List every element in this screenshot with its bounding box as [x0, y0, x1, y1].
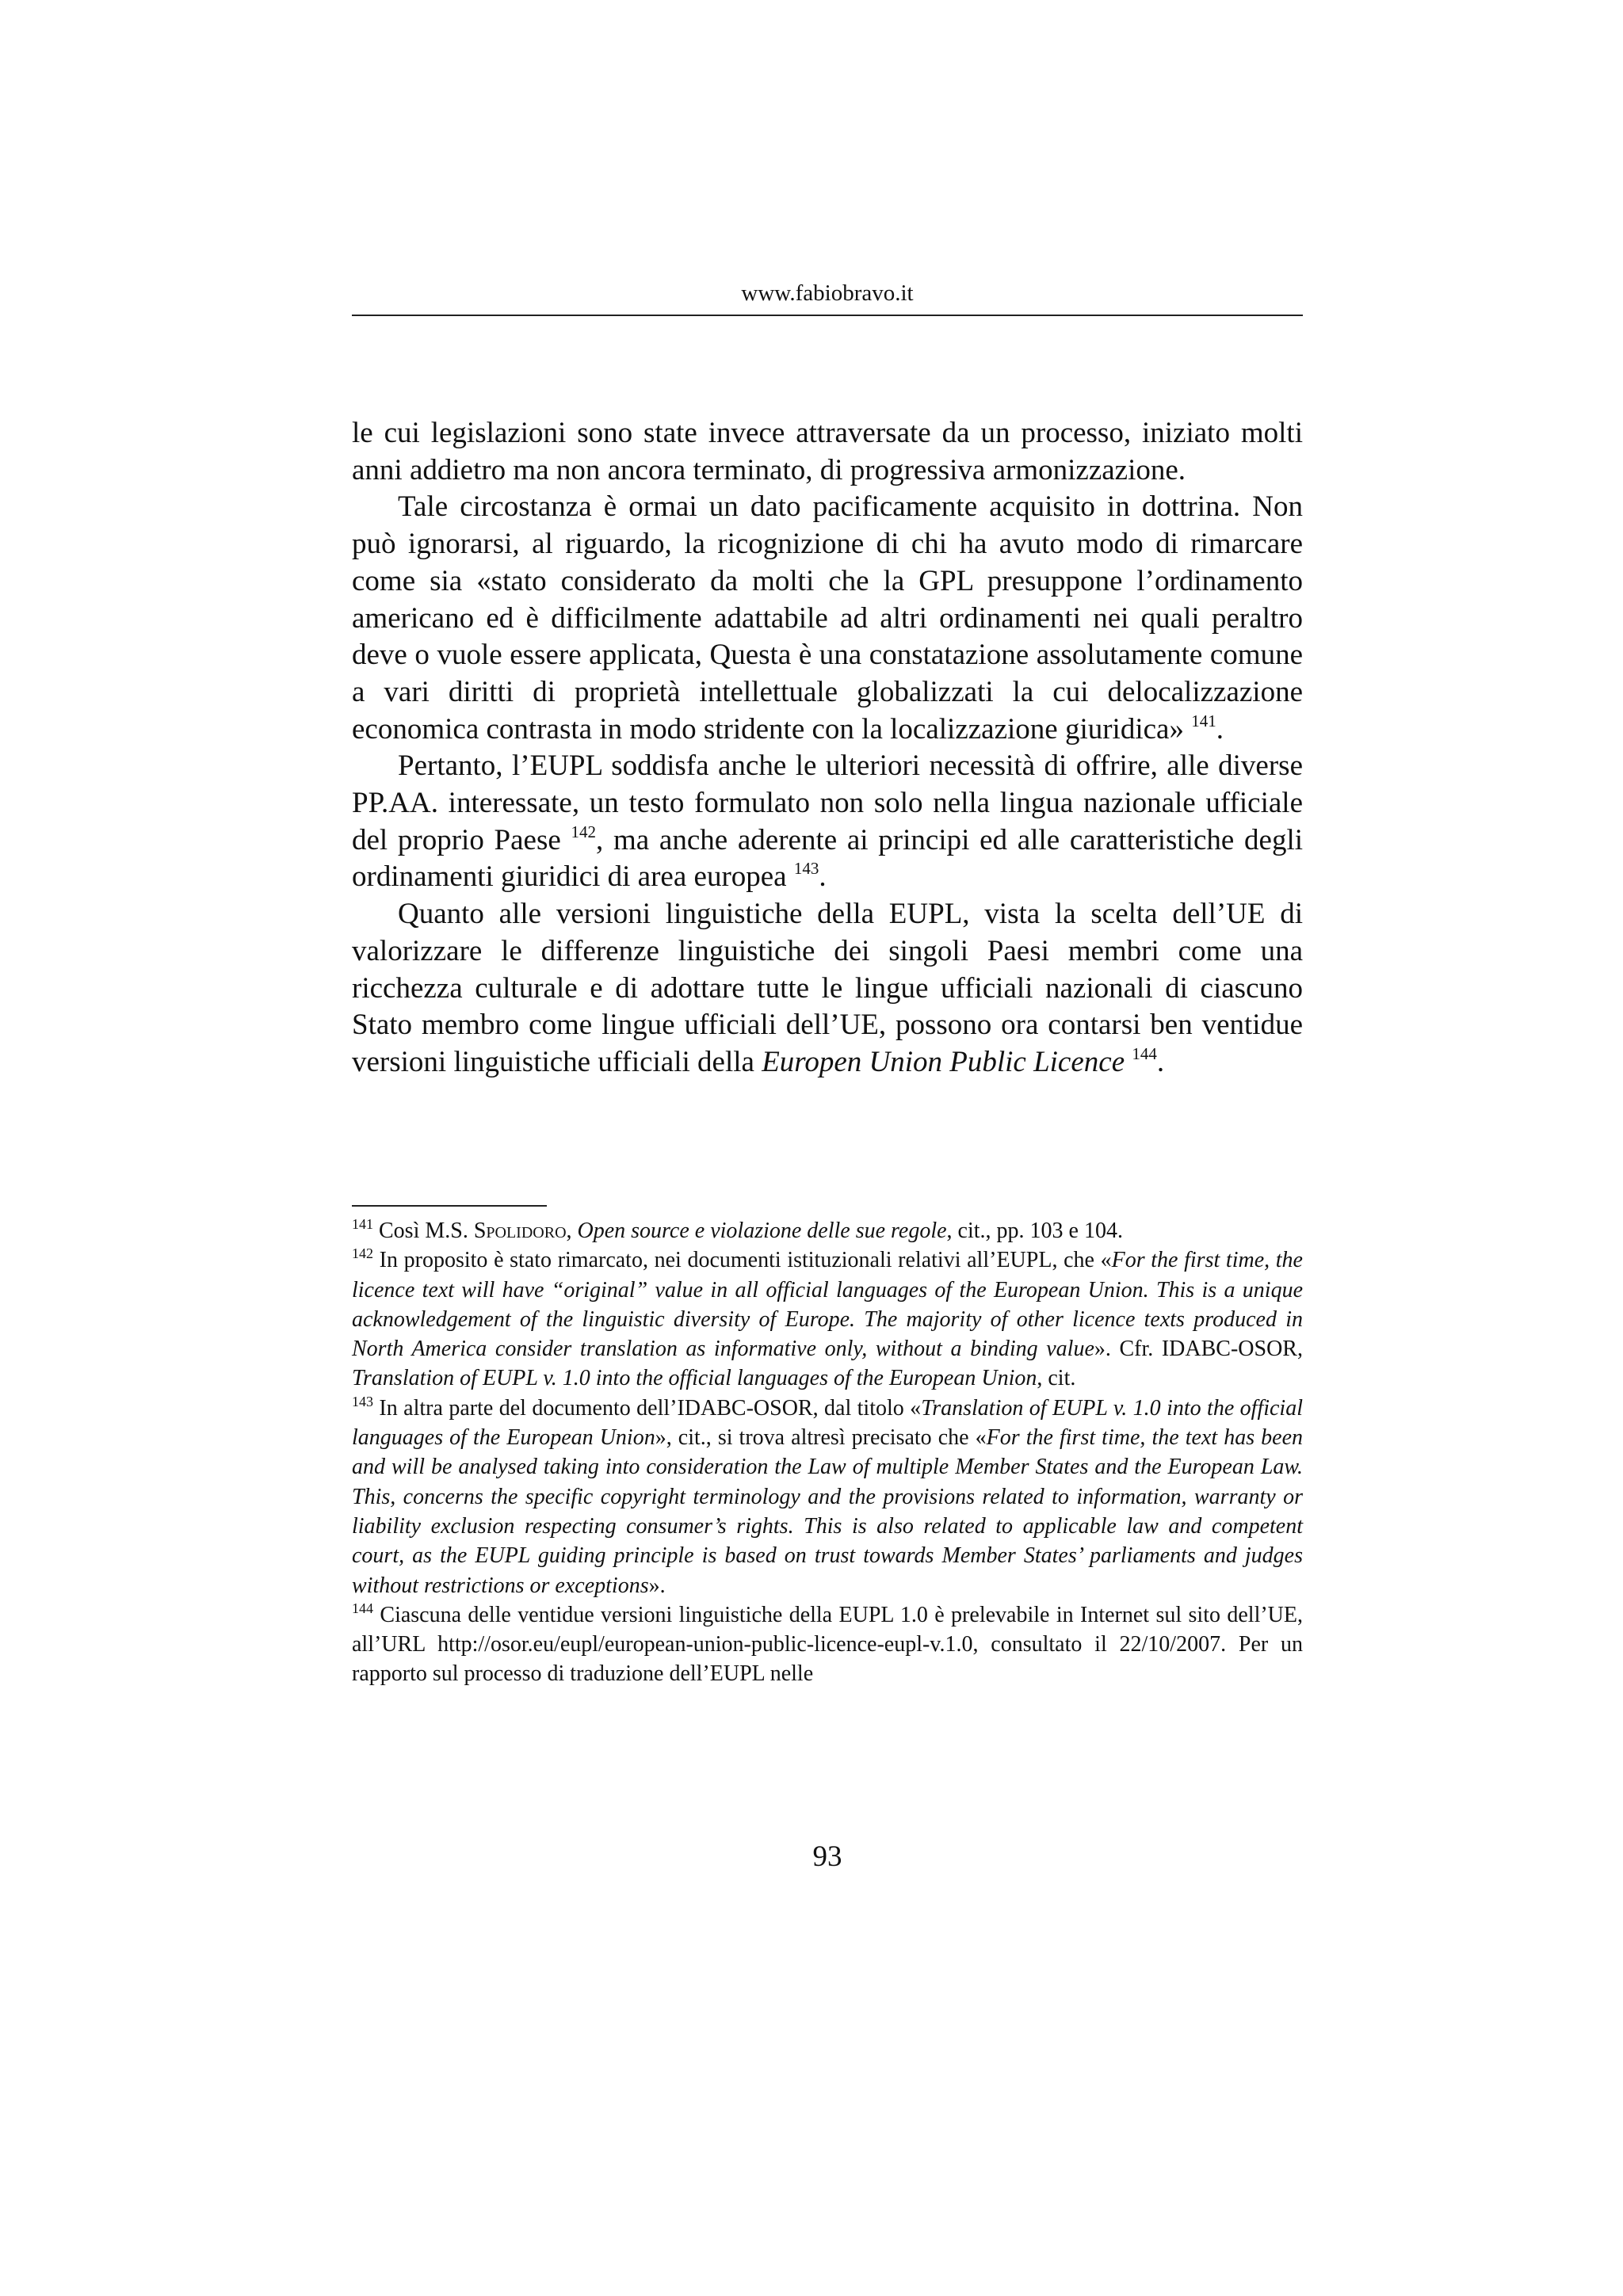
footnote-text: , cit., pp. 103 e 104.	[946, 1219, 1123, 1243]
paragraph-4	[352, 896, 1303, 1081]
footnote-author: Spolidoro	[473, 1219, 567, 1243]
footnote-number: 143	[352, 1393, 373, 1409]
footnote-number: 144	[352, 1600, 373, 1616]
paragraph-3-end: .	[819, 860, 827, 894]
footnote-143	[352, 1394, 1303, 1600]
footnote-text: Così M.S.	[379, 1219, 468, 1243]
footnote-text: ». Cfr. IDABC-OSOR,	[1094, 1337, 1303, 1362]
footnote-number: 141	[352, 1216, 373, 1232]
page-number: 93	[812, 1840, 842, 1873]
footnote-text: », cit., si trova altresì precisato che «	[655, 1425, 987, 1451]
paragraph-4-end: .	[1156, 1045, 1165, 1078]
paragraph-1-text: le cui legislazioni sono state invece attraversate da un processo, iniziato molti anni addietro ma non ancora terminato, di progressiva armonizzazione.	[352, 417, 1303, 486]
footnote-ref-142: 142	[571, 822, 597, 841]
paragraph-4-italic-title: Europen Union Public Licence	[762, 1045, 1125, 1078]
footnote-text: In proposito è stato rimarcato, nei documenti istituzionali relativi all’EUPL, che «	[379, 1248, 1112, 1273]
paragraph-3	[352, 748, 1303, 896]
footnote-text: ».	[648, 1573, 666, 1598]
footnote-text: Ciascuna delle ventidue versioni linguistiche della EUPL 1.0 è prelevabile in Internet sul sito dell’UE, all’URL http://osor.eu/eupl/european-union-public-licence-eupl-v.1.0, consultato il 22/10/2007. Per un rapporto sul processo di traduzione dell’EUPL nelle	[352, 1602, 1304, 1687]
footnote-142	[352, 1245, 1303, 1393]
footnote-ref-141: 141	[1191, 711, 1216, 730]
paragraph-1	[352, 415, 1303, 489]
paragraph-2-text: Tale circostanza è ormai un dato pacificamente acquisito in dottrina. Non può ignorarsi, al riguardo, la ricognizione di chi ha avuto modo di rimarcare come sia «stato considerato da molti che la GPL presuppone l’ordinamento americano ed è difficilmente adattabile ad altri ordinamenti nei quali peraltro deve o vuole essere applicata, Questa è una constatazione assolutamente comune a vari diritti di proprietà intellettuale globalizzati la cui delocalizzazione economica contrasta in modo stridente con la localizzazione giuridica»	[352, 490, 1303, 746]
footnote-144	[352, 1600, 1303, 1689]
footnote-quote: For the first time, the licence text will have “original” value in all official languages of the European Union. This is a unique acknowledgement of the linguistic diversity of Europe. The majority of other licence texts produced in North America consider translation as informative only, without a binding value	[352, 1248, 1303, 1362]
paragraph-3-text-a: Pertanto, l’EUPL soddisfa anche le ulteriori necessità di offrire, alle diverse PP.AA. interessate, un testo formulato non solo nella lingua nazionale ufficiale del proprio Paese	[352, 749, 1303, 856]
footnote-separator	[352, 1205, 547, 1207]
footnote-text: , cit.	[1037, 1366, 1076, 1391]
paragraph-3-text-b: , ma anche aderente ai principi ed alle caratteristiche degli ordinamenti giuridici di area europea	[352, 823, 1304, 894]
footnote-ref-144: 144	[1132, 1043, 1157, 1063]
paragraph-2	[352, 489, 1303, 748]
paragraph-2-end: .	[1216, 712, 1224, 746]
body-text	[352, 415, 1303, 1081]
footnote-141: $^{141}$ Così M.S. Spolidoro, Open source e violazione delle sue regole, cit., pp. 103 e 104.	[352, 1216, 1123, 1243]
footnote-title: Translation of EUPL v. 1.0 into the official languages of the European Union	[352, 1366, 1037, 1391]
footnote-ref-143: 143	[793, 859, 819, 879]
running-header-url: www.fabiobravo.it	[741, 280, 914, 306]
footnote-title: Translation of EUPL v. 1.0 into the official languages of the European Union	[352, 1395, 1303, 1451]
footnote-number: 142	[352, 1245, 373, 1262]
footnote-quote: For the first time, the text has been and will be analysed taking into consideration the Law of multiple Member States and the European Law. This, concerns the specific copyright terminology and the provisions related to information, warranty or liability exclusion respecting consumer’s rights. This is also related to applicable law and competent court, as the EUPL guiding principle is based on trust towards Member States’ parliaments and judges without restrictions or exceptions	[352, 1425, 1304, 1598]
footnote-title: Open source e violazione delle sue regole	[577, 1219, 947, 1243]
header-rule	[352, 315, 1303, 316]
paragraph-4-text: Quanto alle versioni linguistiche della EUPL, vista la scelta dell’UE di valorizzare le differenze linguistiche dei singoli Paesi membri come una ricchezza culturale e di adottare tutte le lingue ufficiali nazionali di ciascuno Stato membro come lingue ufficiali dell’UE, possono ora contarsi ben ventidue versioni linguistiche ufficiali della	[352, 898, 1303, 1078]
footnote-text: In altra parte del documento dell’IDABC-OSOR, dal titolo «	[379, 1395, 922, 1421]
footnotes	[352, 1216, 1303, 1689]
